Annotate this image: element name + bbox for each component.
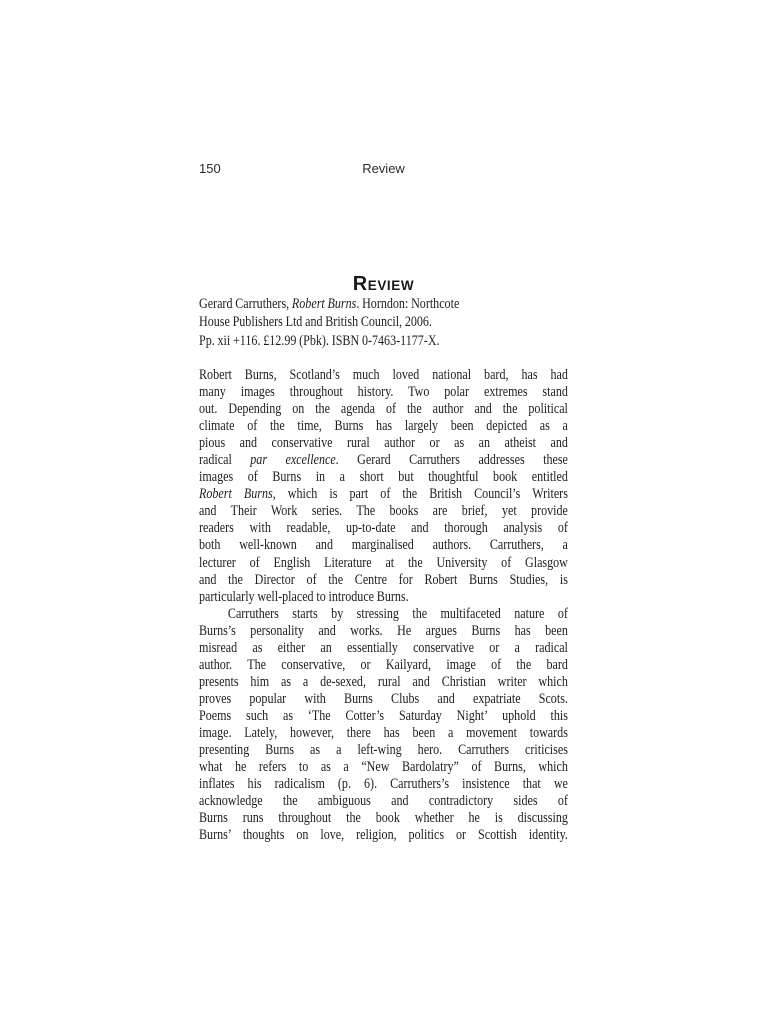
text-line xyxy=(199,418,568,435)
text-segment: out. Depending on the agenda of the author and the political xyxy=(199,401,568,418)
text-line xyxy=(199,810,568,827)
text-segment: author. The conservative, or Kailyard, image of the bard xyxy=(199,656,568,673)
text-line xyxy=(199,367,568,384)
text-segment: Robert Burns, Scotland’s much loved national bard, has had xyxy=(199,367,568,383)
text-segment: presents him as a de-sexed, rural and Christian writer which xyxy=(199,673,568,690)
text-line xyxy=(199,384,568,401)
review-body xyxy=(199,367,568,844)
text-segment: Pp. xii +116. £12.99 (Pbk). ISBN 0-7463-1177-X. xyxy=(199,332,440,349)
running-title: Review xyxy=(362,161,405,176)
italic-segment: Robert Burns xyxy=(291,296,357,312)
text-segment: Poems such as ‘The Cotter’s Saturday Night’ uphold this xyxy=(199,707,568,724)
text-line xyxy=(199,486,568,503)
text-segment: Burns’ thoughts on love, religion, politics or Scottish identity. xyxy=(199,827,568,844)
citation-line xyxy=(199,295,568,313)
text-line xyxy=(199,708,568,725)
text-segment: pious and conservative rural author or as an atheist and xyxy=(199,435,568,452)
text-segment: both well-known and marginalised authors. Carruthers, a xyxy=(199,537,568,554)
text-line xyxy=(199,469,568,486)
text-line xyxy=(199,401,568,418)
text-segment: . Horndon: Northcote xyxy=(356,296,460,312)
text-segment: radical xyxy=(199,452,251,469)
text-line xyxy=(199,623,568,640)
text-line xyxy=(199,555,568,572)
text-segment: lecturer of English Literature at the University of Glasgow xyxy=(199,554,568,571)
text-segment: what he refers to as a “New Bardolatry” of Burns, which xyxy=(199,759,568,776)
text-line xyxy=(199,827,568,844)
text-segment: Burns runs throughout the book whether he is discussing xyxy=(199,810,568,827)
italic-segment: Robert Burns xyxy=(199,486,273,503)
text-line xyxy=(199,776,568,793)
text-line xyxy=(199,606,568,623)
text-segment: . Gerard Carruthers addresses these xyxy=(335,452,568,469)
text-segment: readers with readable, up-to-date and thorough analysis of xyxy=(199,520,568,537)
text-segment: presenting Burns as a left-wing hero. Carruthers criticises xyxy=(199,742,568,759)
text-segment: and the Director of the Centre for Robert Burns Studies, is xyxy=(199,571,568,588)
text-segment: and Their Work series. The books are brief, yet provide xyxy=(199,503,568,520)
citation-line xyxy=(199,313,568,331)
text-line xyxy=(199,520,568,537)
book-citation xyxy=(199,295,568,350)
text-segment: , which is part of the British Council’s Writers xyxy=(272,486,568,503)
text-line xyxy=(199,674,568,691)
text-segment: acknowledge the ambiguous and contradictory sides of xyxy=(199,793,568,810)
section-title-initial: R xyxy=(352,273,368,296)
text-line xyxy=(199,759,568,776)
text-line xyxy=(199,572,568,589)
text-segment: Burns’s personality and works. He argues Burns has been xyxy=(199,622,568,639)
text-line xyxy=(199,537,568,554)
italic-segment: par excellence xyxy=(250,452,336,469)
text-line xyxy=(199,503,568,520)
paragraph xyxy=(199,606,568,845)
text-line xyxy=(199,691,568,708)
text-segment: climate of the time, Burns has largely been depicted as a xyxy=(199,418,568,435)
text-segment: particularly well-placed to introduce Burns. xyxy=(199,588,409,605)
text-line xyxy=(199,793,568,810)
text-line xyxy=(199,657,568,674)
citation-line xyxy=(199,332,568,350)
text-line xyxy=(199,435,568,452)
text-line xyxy=(199,452,568,469)
text-line xyxy=(199,725,568,742)
text-segment: inflates his radicalism (p. 6). Carruthers’s insistence that we xyxy=(199,776,568,793)
section-title-rest: EVIEW xyxy=(367,278,415,294)
text-segment: image. Lately, however, there has been a movement towards xyxy=(199,724,568,741)
text-segment: Gerard Carruthers, xyxy=(199,296,292,312)
text-line xyxy=(199,742,568,759)
text-column xyxy=(199,0,568,1024)
text-segment: Carruthers starts by stressing the multifaceted nature of xyxy=(227,605,568,622)
page-number: 150 xyxy=(199,161,221,176)
paragraph xyxy=(199,367,568,606)
text-segment: images of Burns in a short but thoughtful book entitled xyxy=(199,469,568,486)
text-line xyxy=(199,640,568,657)
text-segment: proves popular with Burns Clubs and expatriate Scots. xyxy=(199,690,568,707)
text-segment: misread as either an essentially conservative or a radical xyxy=(199,639,568,656)
text-segment: many images throughout history. Two polar extremes stand xyxy=(199,384,568,401)
text-line xyxy=(199,589,568,606)
text-segment: House Publishers Ltd and British Council, 2006. xyxy=(199,314,432,331)
